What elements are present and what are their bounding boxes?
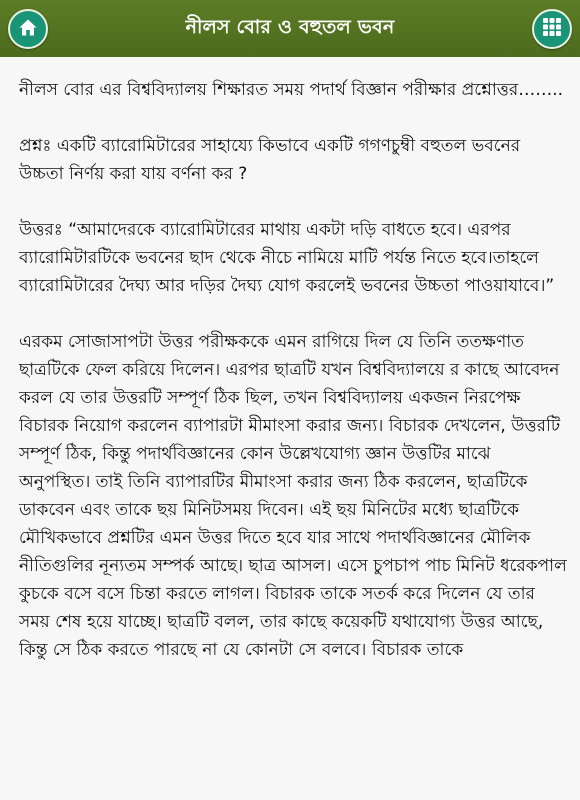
intro-paragraph: নীলস বোর এর বিশ্ববিদ্যালয় শিক্ষারত সময় পদার্থ বিজ্ঞান পরীক্ষার প্রশ্নোত্তর……..	[19, 80, 564, 100]
grid-menu-icon	[542, 17, 562, 41]
menu-button[interactable]	[532, 9, 572, 49]
article-body	[19, 76, 567, 692]
home-button[interactable]	[8, 9, 48, 49]
answer-paragraph: উত্তরঃ “আমাদেরকে ব্যারোমিটারের মাথায় একটা দড়ি বাধতে হবে। এরপর ব্যারোমিটারটিকে ভবনের ছাদ থেকে নীচে নামিয়ে মাটি পর্যন্ত নিতে হবে।তাহলে ব্যারোমিটারের দৈঘ্য আর দড়ির দৈঘ্য যোগ করলেই ভবনের উচ্চতা পাওয়াযাবে।”	[19, 220, 555, 296]
top-app-bar	[0, 0, 580, 57]
story-paragraph: এরকম সোজাসাপটা উত্তর পরীক্ষককে এমন রাগিয়ে দিল যে তিনি ততক্ষণাত ছাত্রটিকে ফেল করিয়ে দিলেন। এরপর ছাত্রটি যখন বিশ্ববিদ্যালয়ে র কাছে আবেদন করল যে তার উত্তরটি সম্পূর্ণ ঠিক ছিল, তখন বিশ্ববিদ্যালয় একজন নিরপেক্ষ বিচারক নিয়োগ করলেন ব্যাপারটা মীমাংসা করার জন্য। বিচারক দেখলেন, উত্তরটি সম্পূর্ণ ঠিক, কিন্তু পদার্থবিজ্ঞানের কোন উল্লেখযোগ্য জ্ঞান উত্তটির মাঝে অনুপস্থিত। তাই তিনি ব্যাপারটির মীমাংসা করার জন্য ঠিক করলেন, ছাত্রটিকে ডাকবেন এবং তাকে ছয় মিনিটসময় দিবেন। এই ছয় মিনিটের মধ্যে ছাত্রটিকে মৌখিকভাবে প্রশ্নটির এমন উত্তর দিতে হবে যার সাথে পদার্থবিজ্ঞানের মৌলিক নীতিগুলির নূন্যতম সম্পর্ক আছে। ছাত্র আসল। এসে চুপচাপ পাচ মিনিট ধরেকপাল কুচকে বসে বসে চিন্তা করতে লাগল। বিচারক তাকে সতর্ক করে দিলেন যে তার সময় শেষ হয়ে যাচ্ছে। ছাত্রটি বলল, তার কাছে কয়েকটি যথাযোগ্য উত্তর আছে, কিন্তু সে ঠিক করতে পারছে না যে কোনটা সে বলবে। বিচারক তাকে	[19, 332, 567, 660]
question-paragraph: প্রশ্নঃ একটি ব্যারোমিটারের সাহায্যে কিভাবে একটি গগণচুম্বী বহুতল ভবনের উচ্চতা নির্ণয় করা যায় বর্ণনা কর ?	[19, 136, 521, 184]
home-icon	[18, 18, 38, 41]
page-title: নীলস বোর ও বহুতল ভবন	[185, 15, 395, 38]
